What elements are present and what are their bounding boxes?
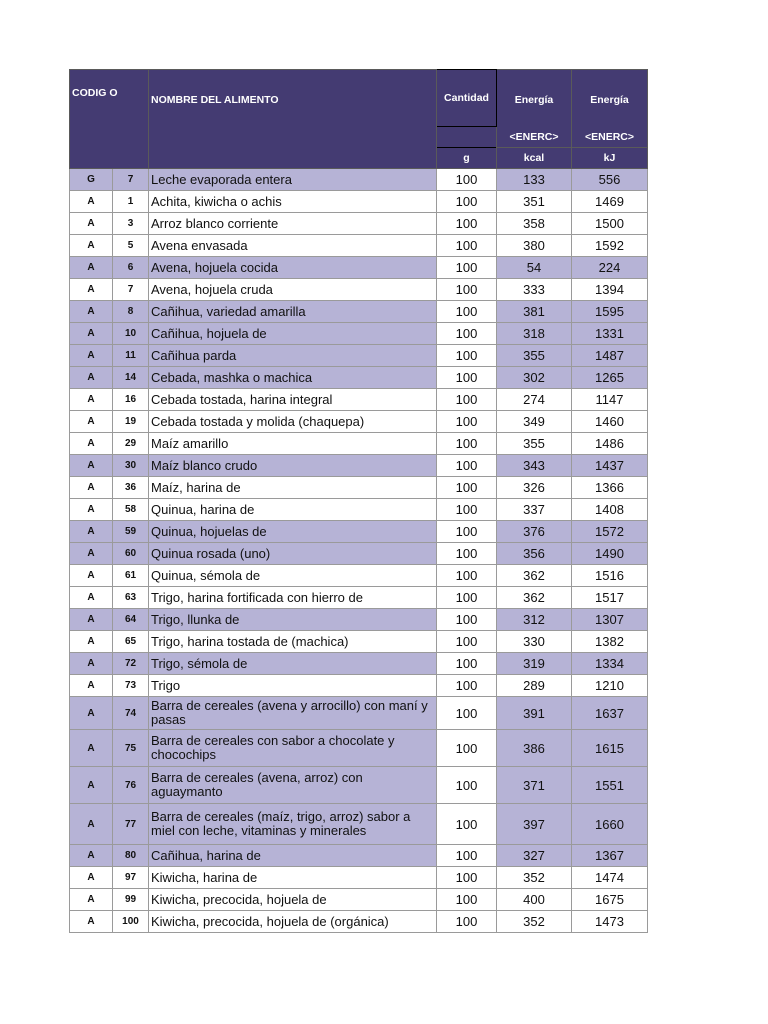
food-name-cell: Barra de cereales (maíz, trigo, arroz) sabor a miel con leche, vitaminas y minerales bbox=[149, 804, 437, 845]
food-group-cell: A bbox=[70, 587, 113, 609]
energy-kcal-cell: 333 bbox=[497, 279, 572, 301]
food-code-cell: 65 bbox=[113, 631, 149, 653]
quantity-cell: 100 bbox=[437, 697, 497, 730]
energy-kcal-cell: 349 bbox=[497, 411, 572, 433]
table-row bbox=[70, 367, 648, 389]
food-group-cell: A bbox=[70, 367, 113, 389]
food-code-cell: 29 bbox=[113, 433, 149, 455]
food-group-cell: A bbox=[70, 653, 113, 675]
quantity-cell: 100 bbox=[437, 323, 497, 345]
table-row bbox=[70, 730, 648, 767]
food-code-cell: 30 bbox=[113, 455, 149, 477]
energy-kcal-cell: 289 bbox=[497, 675, 572, 697]
food-name-cell: Kiwicha, harina de bbox=[149, 867, 437, 889]
food-group-cell: A bbox=[70, 867, 113, 889]
quantity-cell: 100 bbox=[437, 169, 497, 191]
energy-kj-cell: 556 bbox=[572, 169, 648, 191]
quantity-cell: 100 bbox=[437, 257, 497, 279]
food-name-cell: Achita, kiwicha o achis bbox=[149, 191, 437, 213]
quantity-cell: 100 bbox=[437, 767, 497, 804]
food-group-cell: A bbox=[70, 477, 113, 499]
food-code-cell: 16 bbox=[113, 389, 149, 411]
food-group-cell: A bbox=[70, 730, 113, 767]
energy-kj-cell: 1331 bbox=[572, 323, 648, 345]
quantity-cell: 100 bbox=[437, 845, 497, 867]
table-row bbox=[70, 345, 648, 367]
energy-kcal-cell: 391 bbox=[497, 697, 572, 730]
energy-kj-cell: 1500 bbox=[572, 213, 648, 235]
table-row bbox=[70, 911, 648, 933]
energy-kj-cell: 1551 bbox=[572, 767, 648, 804]
food-name-cell: Barra de cereales con sabor a chocolate y chocochips bbox=[149, 730, 437, 767]
energy-kcal-cell: 274 bbox=[497, 389, 572, 411]
quantity-cell: 100 bbox=[437, 191, 497, 213]
food-name-cell: Barra de cereales (avena, arroz) con aguaymanto bbox=[149, 767, 437, 804]
food-group-cell: A bbox=[70, 411, 113, 433]
quantity-cell: 100 bbox=[437, 499, 497, 521]
food-group-cell: A bbox=[70, 697, 113, 730]
food-code-cell: 76 bbox=[113, 767, 149, 804]
food-code-cell: 1 bbox=[113, 191, 149, 213]
table-row bbox=[70, 675, 648, 697]
quantity-cell: 100 bbox=[437, 345, 497, 367]
food-name-cell: Cebada tostada y molida (chaquepa) bbox=[149, 411, 437, 433]
food-code-cell: 74 bbox=[113, 697, 149, 730]
table-row bbox=[70, 433, 648, 455]
food-group-cell: A bbox=[70, 565, 113, 587]
food-group-cell: A bbox=[70, 804, 113, 845]
food-name-cell: Avena, hojuela cocida bbox=[149, 257, 437, 279]
table-row bbox=[70, 279, 648, 301]
energy-kcal-cell: 362 bbox=[497, 587, 572, 609]
food-group-cell: A bbox=[70, 279, 113, 301]
table-row bbox=[70, 213, 648, 235]
table-row bbox=[70, 609, 648, 631]
energy-kj-cell: 1382 bbox=[572, 631, 648, 653]
energy-kcal-cell: 380 bbox=[497, 235, 572, 257]
header-unit-g: g bbox=[437, 148, 497, 169]
header-energia-label: Energía bbox=[514, 94, 554, 106]
quantity-cell: 100 bbox=[437, 543, 497, 565]
food-name-cell: Quinua, hojuelas de bbox=[149, 521, 437, 543]
food-name-cell: Leche evaporada entera bbox=[149, 169, 437, 191]
food-name-cell: Quinua, harina de bbox=[149, 499, 437, 521]
header-cantidad: Cantidad bbox=[437, 70, 497, 127]
quantity-cell: 100 bbox=[437, 565, 497, 587]
food-name-cell: Maíz, harina de bbox=[149, 477, 437, 499]
energy-kcal-cell: 337 bbox=[497, 499, 572, 521]
quantity-cell: 100 bbox=[437, 631, 497, 653]
food-group-cell: A bbox=[70, 499, 113, 521]
food-name-cell: Avena, hojuela cruda bbox=[149, 279, 437, 301]
quantity-cell: 100 bbox=[437, 889, 497, 911]
energy-kj-cell: 1437 bbox=[572, 455, 648, 477]
quantity-cell: 100 bbox=[437, 867, 497, 889]
energy-kj-cell: 224 bbox=[572, 257, 648, 279]
energy-kcal-cell: 319 bbox=[497, 653, 572, 675]
energy-kj-cell: 1487 bbox=[572, 345, 648, 367]
food-code-cell: 97 bbox=[113, 867, 149, 889]
table-row bbox=[70, 477, 648, 499]
food-code-cell: 11 bbox=[113, 345, 149, 367]
quantity-cell: 100 bbox=[437, 389, 497, 411]
energy-kj-cell: 1469 bbox=[572, 191, 648, 213]
table-row bbox=[70, 543, 648, 565]
food-code-cell: 19 bbox=[113, 411, 149, 433]
table-row bbox=[70, 845, 648, 867]
energy-kj-cell: 1660 bbox=[572, 804, 648, 845]
table-row bbox=[70, 631, 648, 653]
header-unit-kj: kJ bbox=[572, 148, 648, 169]
food-name-cell: Barra de cereales (avena y arrocillo) con maní y pasas bbox=[149, 697, 437, 730]
energy-kj-cell: 1490 bbox=[572, 543, 648, 565]
table-row bbox=[70, 323, 648, 345]
quantity-cell: 100 bbox=[437, 911, 497, 933]
energy-kj-cell: 1637 bbox=[572, 697, 648, 730]
food-code-cell: 8 bbox=[113, 301, 149, 323]
food-group-cell: A bbox=[70, 543, 113, 565]
food-name-cell: Trigo bbox=[149, 675, 437, 697]
table-row bbox=[70, 767, 648, 804]
food-name-cell: Cañihua, variedad amarilla bbox=[149, 301, 437, 323]
table-row bbox=[70, 169, 648, 191]
energy-kj-cell: 1595 bbox=[572, 301, 648, 323]
food-group-cell: A bbox=[70, 889, 113, 911]
food-name-cell: Trigo, harina tostada de (machica) bbox=[149, 631, 437, 653]
energy-kj-cell: 1460 bbox=[572, 411, 648, 433]
energy-kj-cell: 1265 bbox=[572, 367, 648, 389]
food-name-cell: Cebada, mashka o machica bbox=[149, 367, 437, 389]
energy-kcal-cell: 371 bbox=[497, 767, 572, 804]
header-enerc-label: <ENERC> bbox=[584, 131, 635, 143]
energy-kcal-cell: 351 bbox=[497, 191, 572, 213]
energy-kcal-cell: 54 bbox=[497, 257, 572, 279]
energy-kcal-cell: 318 bbox=[497, 323, 572, 345]
energy-kj-cell: 1394 bbox=[572, 279, 648, 301]
food-code-cell: 7 bbox=[113, 279, 149, 301]
quantity-cell: 100 bbox=[437, 477, 497, 499]
food-code-cell: 72 bbox=[113, 653, 149, 675]
food-group-cell: A bbox=[70, 301, 113, 323]
header-nombre: NOMBRE DEL ALIMENTO bbox=[149, 70, 437, 169]
quantity-cell: 100 bbox=[437, 521, 497, 543]
table-row bbox=[70, 565, 648, 587]
food-name-cell: Cañihua, hojuela de bbox=[149, 323, 437, 345]
header-codigo: CODIG O bbox=[70, 70, 149, 169]
energy-kcal-cell: 343 bbox=[497, 455, 572, 477]
quantity-cell: 100 bbox=[437, 411, 497, 433]
energy-kj-cell: 1592 bbox=[572, 235, 648, 257]
food-code-cell: 73 bbox=[113, 675, 149, 697]
food-code-cell: 61 bbox=[113, 565, 149, 587]
food-code-cell: 7 bbox=[113, 169, 149, 191]
food-group-cell: A bbox=[70, 389, 113, 411]
food-code-cell: 5 bbox=[113, 235, 149, 257]
food-group-cell: A bbox=[70, 323, 113, 345]
food-name-cell: Avena envasada bbox=[149, 235, 437, 257]
food-name-cell: Kiwicha, precocida, hojuela de (orgánica) bbox=[149, 911, 437, 933]
energy-kj-cell: 1516 bbox=[572, 565, 648, 587]
energy-kj-cell: 1486 bbox=[572, 433, 648, 455]
table-row bbox=[70, 804, 648, 845]
energy-kcal-cell: 312 bbox=[497, 609, 572, 631]
table-row bbox=[70, 867, 648, 889]
header-enerc-label: <ENERC> bbox=[509, 131, 559, 143]
header-unit-kcal: kcal bbox=[497, 148, 572, 169]
food-group-cell: A bbox=[70, 845, 113, 867]
table-row bbox=[70, 653, 648, 675]
food-code-cell: 80 bbox=[113, 845, 149, 867]
food-code-cell: 14 bbox=[113, 367, 149, 389]
energy-kj-cell: 1147 bbox=[572, 389, 648, 411]
energy-kj-cell: 1473 bbox=[572, 911, 648, 933]
energy-kcal-cell: 381 bbox=[497, 301, 572, 323]
food-name-cell: Arroz blanco corriente bbox=[149, 213, 437, 235]
energy-kcal-cell: 352 bbox=[497, 867, 572, 889]
energy-kcal-cell: 330 bbox=[497, 631, 572, 653]
table-row bbox=[70, 889, 648, 911]
food-group-cell: A bbox=[70, 631, 113, 653]
quantity-cell: 100 bbox=[437, 653, 497, 675]
food-name-cell: Maíz amarillo bbox=[149, 433, 437, 455]
energy-kj-cell: 1517 bbox=[572, 587, 648, 609]
energy-kcal-cell: 356 bbox=[497, 543, 572, 565]
food-code-cell: 6 bbox=[113, 257, 149, 279]
food-group-cell: G bbox=[70, 169, 113, 191]
food-group-cell: A bbox=[70, 191, 113, 213]
energy-kcal-cell: 326 bbox=[497, 477, 572, 499]
food-group-cell: A bbox=[70, 767, 113, 804]
energy-kj-cell: 1615 bbox=[572, 730, 648, 767]
food-code-cell: 64 bbox=[113, 609, 149, 631]
energy-kcal-cell: 327 bbox=[497, 845, 572, 867]
quantity-cell: 100 bbox=[437, 301, 497, 323]
food-name-cell: Trigo, llunka de bbox=[149, 609, 437, 631]
header-cantidad-blank bbox=[437, 127, 497, 148]
energy-kj-cell: 1408 bbox=[572, 499, 648, 521]
energy-kj-cell: 1307 bbox=[572, 609, 648, 631]
food-code-cell: 59 bbox=[113, 521, 149, 543]
food-name-cell: Quinua, sémola de bbox=[149, 565, 437, 587]
energy-kj-cell: 1474 bbox=[572, 867, 648, 889]
food-name-cell: Quinua rosada (uno) bbox=[149, 543, 437, 565]
food-code-cell: 77 bbox=[113, 804, 149, 845]
food-name-cell: Cebada tostada, harina integral bbox=[149, 389, 437, 411]
quantity-cell: 100 bbox=[437, 587, 497, 609]
food-group-cell: A bbox=[70, 433, 113, 455]
energy-kcal-cell: 352 bbox=[497, 911, 572, 933]
food-group-cell: A bbox=[70, 911, 113, 933]
table-row bbox=[70, 389, 648, 411]
food-group-cell: A bbox=[70, 213, 113, 235]
quantity-cell: 100 bbox=[437, 730, 497, 767]
energy-kcal-cell: 386 bbox=[497, 730, 572, 767]
table-row bbox=[70, 411, 648, 433]
food-group-cell: A bbox=[70, 521, 113, 543]
food-code-cell: 36 bbox=[113, 477, 149, 499]
energy-kj-cell: 1675 bbox=[572, 889, 648, 911]
table-row bbox=[70, 499, 648, 521]
quantity-cell: 100 bbox=[437, 455, 497, 477]
food-code-cell: 75 bbox=[113, 730, 149, 767]
food-name-cell: Kiwicha, precocida, hojuela de bbox=[149, 889, 437, 911]
table-row bbox=[70, 301, 648, 323]
table-row bbox=[70, 521, 648, 543]
energy-kj-cell: 1572 bbox=[572, 521, 648, 543]
food-group-cell: A bbox=[70, 609, 113, 631]
food-name-cell: Cañihua parda bbox=[149, 345, 437, 367]
quantity-cell: 100 bbox=[437, 675, 497, 697]
energy-kcal-cell: 355 bbox=[497, 433, 572, 455]
header-energia-kj bbox=[572, 70, 648, 148]
energy-kj-cell: 1366 bbox=[572, 477, 648, 499]
quantity-cell: 100 bbox=[437, 367, 497, 389]
header-energia-kcal bbox=[497, 70, 572, 148]
food-code-cell: 60 bbox=[113, 543, 149, 565]
food-code-cell: 58 bbox=[113, 499, 149, 521]
energy-kcal-cell: 397 bbox=[497, 804, 572, 845]
food-code-cell: 3 bbox=[113, 213, 149, 235]
quantity-cell: 100 bbox=[437, 804, 497, 845]
table-row bbox=[70, 455, 648, 477]
table-row bbox=[70, 697, 648, 730]
food-group-cell: A bbox=[70, 455, 113, 477]
header-energia-label: Energía bbox=[590, 94, 629, 106]
energy-kcal-cell: 133 bbox=[497, 169, 572, 191]
quantity-cell: 100 bbox=[437, 279, 497, 301]
table-row bbox=[70, 235, 648, 257]
table-row bbox=[70, 587, 648, 609]
energy-kcal-cell: 362 bbox=[497, 565, 572, 587]
table-row bbox=[70, 257, 648, 279]
food-group-cell: A bbox=[70, 675, 113, 697]
energy-kcal-cell: 376 bbox=[497, 521, 572, 543]
food-code-cell: 99 bbox=[113, 889, 149, 911]
food-group-cell: A bbox=[70, 257, 113, 279]
food-composition-table bbox=[69, 69, 648, 933]
food-name-cell: Trigo, harina fortificada con hierro de bbox=[149, 587, 437, 609]
quantity-cell: 100 bbox=[437, 213, 497, 235]
food-group-cell: A bbox=[70, 345, 113, 367]
quantity-cell: 100 bbox=[437, 235, 497, 257]
food-code-cell: 100 bbox=[113, 911, 149, 933]
energy-kcal-cell: 302 bbox=[497, 367, 572, 389]
table-row bbox=[70, 191, 648, 213]
quantity-cell: 100 bbox=[437, 433, 497, 455]
food-code-cell: 63 bbox=[113, 587, 149, 609]
energy-kcal-cell: 355 bbox=[497, 345, 572, 367]
energy-kcal-cell: 400 bbox=[497, 889, 572, 911]
energy-kj-cell: 1210 bbox=[572, 675, 648, 697]
quantity-cell: 100 bbox=[437, 609, 497, 631]
energy-kj-cell: 1367 bbox=[572, 845, 648, 867]
food-name-cell: Cañihua, harina de bbox=[149, 845, 437, 867]
energy-kj-cell: 1334 bbox=[572, 653, 648, 675]
food-name-cell: Maíz blanco crudo bbox=[149, 455, 437, 477]
food-group-cell: A bbox=[70, 235, 113, 257]
energy-kcal-cell: 358 bbox=[497, 213, 572, 235]
food-code-cell: 10 bbox=[113, 323, 149, 345]
food-name-cell: Trigo, sémola de bbox=[149, 653, 437, 675]
